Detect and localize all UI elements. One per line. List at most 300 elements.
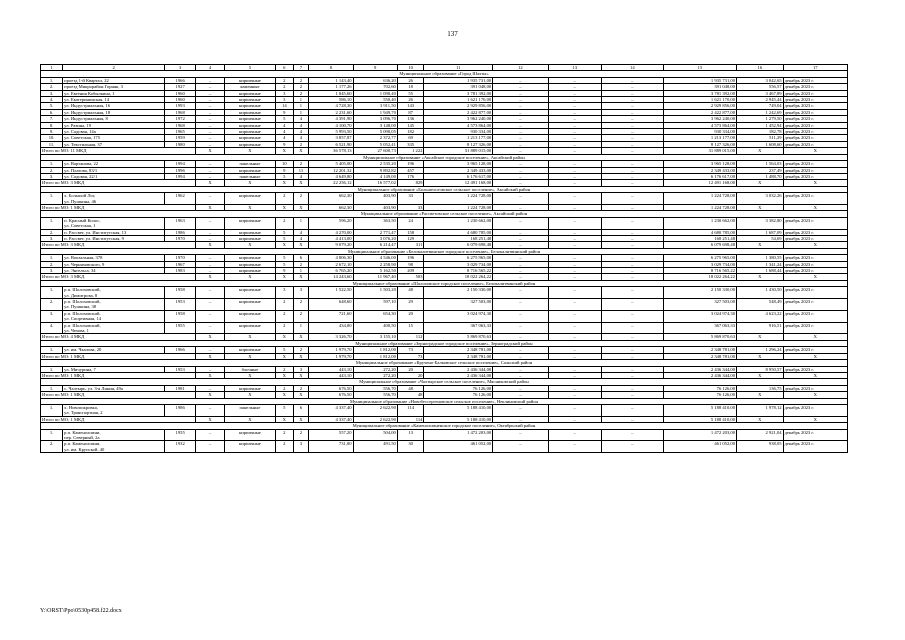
table-cell: 1968 (165, 109, 196, 115)
table-cell: 1 488,70 (737, 173, 784, 179)
table-cell: – (548, 193, 601, 205)
table-cell: – (493, 173, 548, 179)
table-cell: 3 962 240,00 (424, 116, 493, 122)
table-cell: 1 (293, 322, 309, 334)
table-cell: 3 857,87 (309, 135, 353, 141)
table-cell: декабрь 2023 г. (783, 235, 847, 241)
table-cell: 5 993,50 (309, 129, 353, 135)
table-cell: – (548, 299, 601, 311)
table-cell: 87 (397, 109, 424, 115)
total-cell: X (293, 274, 309, 280)
table-row (41, 441, 848, 453)
table-cell: 2 (293, 429, 309, 441)
table-cell: 24 (397, 217, 424, 229)
total-cell: 31 889 015,00 (424, 148, 493, 154)
table-cell: 930 334,00 (663, 129, 736, 135)
table-cell: – (548, 366, 601, 372)
table-cell: ул. Вокзальная, 378 (63, 255, 165, 261)
table-cell: – (493, 97, 548, 103)
table-cell: 2 349 433,00 (424, 167, 493, 173)
total-cell: X (224, 242, 275, 248)
total-cell: X (224, 274, 275, 280)
table-row (41, 217, 848, 229)
table-cell: 20 (397, 366, 424, 372)
table-cell: 4 100,70 (309, 122, 353, 128)
table-cell: 3 (293, 366, 309, 372)
table-cell: 1. (41, 366, 63, 372)
table-cell: 129 (397, 235, 424, 241)
table-cell: 721,60 (309, 310, 353, 322)
table-cell: – (601, 161, 663, 167)
table-cell: декабрь 2023 г. (783, 322, 847, 334)
table-cell: 2. (41, 441, 63, 453)
total-cell: 27 600,73 (353, 148, 397, 154)
table-cell: 3 781 392,00 (424, 90, 493, 96)
total-cell: X (275, 242, 293, 248)
table-cell: 2. (41, 84, 63, 90)
table-cell: р.п. Каменоломни, пер. Северный, 2а (63, 429, 165, 441)
total-cell: 503 (397, 274, 424, 280)
total-cell: Итого по МО: 3 МКД (41, 180, 196, 186)
table-cell: 1. (41, 404, 63, 416)
table-cell: – (493, 217, 548, 229)
total-cell: 76 126,00 (663, 392, 736, 398)
table-cell: 237,49 (737, 167, 784, 173)
table-cell: 2 (275, 385, 293, 391)
total-cell: 6 079 698,48 (424, 242, 493, 248)
table-cell: 2 622,90 (353, 404, 397, 416)
table-cell: декабрь 2023 г. (783, 122, 847, 128)
total-cell: Итого по МО: 3 МКД (41, 274, 196, 280)
table-cell: кирпичные (224, 255, 275, 261)
table-cell: 1. (41, 429, 63, 441)
total-cell: 1 222 (397, 148, 424, 154)
table-cell: р.п. Шолоховский, ул. Чехова, 1 (63, 322, 165, 334)
table-cell: 209 (397, 268, 424, 274)
table-cell: – (601, 193, 663, 205)
total-cell: 12 491 168,00 (424, 180, 493, 186)
total-cell: X (196, 180, 225, 186)
table-cell: 586,10 (309, 97, 353, 103)
table-cell: 1 472 203,00 (663, 429, 736, 441)
table-cell: 556,70 (353, 385, 397, 391)
table-cell: 2. (41, 261, 63, 267)
table-cell: 8 127 326,00 (424, 141, 493, 147)
column-number: 17 (783, 65, 847, 71)
table-cell: – (548, 310, 601, 322)
table-cell: – (601, 261, 663, 267)
total-cell: 112 (397, 334, 424, 340)
table-cell: 2 945,44 (737, 97, 784, 103)
table-cell: 1966 (165, 347, 196, 353)
table-cell: 4. (41, 322, 63, 334)
table-cell: 4 (293, 135, 309, 141)
table-cell: п. Рассвет, ул. Институтская, 13 (63, 229, 165, 235)
table-cell: 3 148,00 (353, 122, 397, 128)
table-cell: – (196, 116, 225, 122)
total-cell: X (737, 416, 784, 422)
table-cell: 3. (41, 173, 63, 179)
table-cell: 4 573 864,00 (424, 122, 493, 128)
table-cell: – (493, 141, 548, 147)
table-cell: 48 (397, 385, 424, 391)
total-cell: X (275, 392, 293, 398)
table-cell: 54,69 (737, 235, 784, 241)
table-cell: 2 921,04 (737, 429, 784, 441)
table-cell: 1 978,12 (737, 404, 784, 416)
total-cell: 48 (397, 392, 424, 398)
table-cell: 3 096,70 (353, 116, 397, 122)
table-cell: 3 965 128,00 (663, 161, 736, 167)
table-cell: декабрь 2023 г. (783, 255, 847, 261)
table-cell: 4 (293, 116, 309, 122)
table-cell: – (196, 167, 225, 173)
total-cell: X (737, 148, 784, 154)
table-cell: 916,51 (737, 322, 784, 334)
table-cell: 1 213 177,00 (424, 135, 493, 141)
table-cell: 550,40 (353, 97, 397, 103)
table-cell: 4. (41, 97, 63, 103)
section-title: Муниципальное образование «Аксайское городское поселение», Аксайский район (41, 154, 848, 160)
table-cell: 1953 (165, 366, 196, 372)
table-cell: – (493, 77, 548, 83)
table-cell: – (196, 141, 225, 147)
table-cell: – (196, 235, 225, 241)
table-cell: ул. Черняховского, 9 (63, 261, 165, 267)
table-cell: 136 (397, 116, 424, 122)
table-cell: – (548, 103, 601, 109)
table-cell: 1958 (165, 287, 196, 299)
table-cell: 5 (275, 173, 293, 179)
section-title: Муниципальное образование «Кручено-Балковское сельское поселение», Сальский район (41, 360, 848, 366)
table-cell: – (493, 167, 548, 173)
table-cell: – (493, 193, 548, 205)
table-cell: 4 391,90 (309, 116, 353, 122)
table-cell: 9 (275, 141, 293, 147)
table-cell: 6 (293, 255, 309, 261)
total-cell: Итого по МО: 1 МКД (41, 392, 196, 398)
table-cell: 5 (275, 261, 293, 267)
table-cell: 196 (397, 255, 424, 261)
total-cell: X (293, 372, 309, 378)
total-cell: 2 436 344,00 (663, 372, 736, 378)
table-cell: декабрь 2023 г. (783, 135, 847, 141)
total-cell: Итого по МО: 1 МКД (41, 353, 196, 359)
table-cell: ул. Евгения Кобылкина, 1 (63, 90, 165, 96)
table-cell: – (601, 103, 663, 109)
table-cell: 1986 (165, 229, 196, 235)
table-cell: кирпичные (224, 299, 275, 311)
table-cell: – (493, 122, 548, 128)
table-cell: 3 076,20 (353, 235, 397, 241)
table-cell: 168 251,48 (424, 235, 493, 241)
table-cell: 4 270,00 (309, 229, 353, 235)
table-cell: 272,20 (353, 366, 397, 372)
table-cell: проезд 1-й Квартал, 22 (63, 77, 165, 83)
table-cell: 654,30 (353, 310, 397, 322)
table-cell: – (601, 129, 663, 135)
table-cell: – (196, 268, 225, 274)
table-cell: 9 892,82 (353, 167, 397, 173)
total-cell: X (783, 204, 847, 210)
total-cell: 3 155,10 (353, 334, 397, 340)
table-cell: 1 230 662,00 (424, 217, 493, 229)
table-cell: декабрь 2023 г. (783, 129, 847, 135)
table-cell: 3 965 128,00 (424, 161, 493, 167)
table-cell: 648,60 (309, 299, 353, 311)
table-cell: кирпичные (224, 193, 275, 205)
table-cell: р.п. Шолоховский, ул. Спортивная, 14 (63, 310, 165, 322)
table-cell: декабрь 2023 г. (783, 97, 847, 103)
table-cell: 33 (397, 193, 424, 205)
table-cell: 434,00 (309, 322, 353, 334)
table-cell: декабрь 2023 г. (783, 173, 847, 179)
total-cell: X (196, 204, 225, 210)
table-cell: 4 (293, 173, 309, 179)
total-cell: X (293, 392, 309, 398)
total-cell: 4 337,40 (309, 416, 353, 422)
table-cell: – (493, 103, 548, 109)
table-cell: 731,00 (309, 441, 353, 453)
table-cell: 5 188 410,00 (663, 404, 736, 416)
table-cell: декабрь 2023 г. (783, 404, 847, 416)
table-cell: – (601, 299, 663, 311)
table-cell: – (601, 217, 663, 229)
table-cell: 1968 (165, 122, 196, 128)
table-cell: 3. (41, 90, 63, 96)
table-cell: блочные (224, 366, 275, 372)
table-cell: декабрь 2023 г. (783, 103, 847, 109)
table-cell: – (493, 441, 548, 453)
total-cell: 556,70 (353, 392, 397, 398)
table-cell: 1 143,40 (309, 77, 353, 83)
table-cell: 4 546,00 (353, 255, 397, 261)
table-cell: – (493, 255, 548, 261)
table-cell: 10 (275, 161, 293, 167)
table-cell: – (548, 90, 601, 96)
table-cell: 4 (293, 129, 309, 135)
table-cell: каменные (224, 84, 275, 90)
table-cell: 1. (41, 77, 63, 83)
table-cell: декабрь 2023 г. (783, 217, 847, 229)
table-cell: кирпичные (224, 135, 275, 141)
table-cell: 1 608,60 (737, 141, 784, 147)
table-cell: ул. Текстильная, 37 (63, 141, 165, 147)
section-title: Муниципальное образование «Каменоломненское городское поселение», Октябрьский район (41, 423, 848, 429)
table-cell: проезд Микрорайон Горняк, 3 (63, 84, 165, 90)
table-cell: 4 649,80 (309, 173, 353, 179)
table-cell: кирпичные (224, 441, 275, 453)
table-cell: 2 150 330,00 (424, 287, 493, 299)
table-cell: 30 (397, 441, 424, 453)
table-cell: 5 (275, 235, 293, 241)
table-cell: 2 (293, 77, 309, 83)
table-cell: ул. Советская, 175 (63, 135, 165, 141)
total-cell: – (493, 242, 548, 248)
total-cell: X (783, 274, 847, 280)
table-cell: декабрь 2023 г. (783, 84, 847, 90)
table-cell: 1970 (165, 235, 196, 241)
table-cell: 4 680 785,00 (663, 229, 736, 235)
table-cell: декабрь 2023 г. (783, 441, 847, 453)
total-cell: 16 577,02 (353, 180, 397, 186)
total-cell: – (601, 416, 663, 422)
table-cell: 2 (275, 193, 293, 205)
table-cell: кирпичные (224, 310, 275, 322)
table-cell: 1996 (165, 167, 196, 173)
table-cell: 1 688,44 (737, 268, 784, 274)
total-cell: – (493, 372, 548, 378)
table-cell: с. Чалтырь, ул. 3-я Линия, 49а (63, 385, 165, 391)
total-cell: – (601, 148, 663, 154)
table-cell: 2 672,10 (309, 261, 353, 267)
table-cell: кирпичные (224, 77, 275, 83)
total-cell: X (737, 334, 784, 340)
table-cell: 1 230 662,00 (663, 217, 736, 229)
table-cell: 1 296,24 (737, 347, 784, 353)
table-cell: – (493, 235, 548, 241)
total-cell: 3 326,70 (309, 334, 353, 340)
total-cell: 403,90 (353, 204, 397, 210)
table-cell: – (196, 193, 225, 205)
table-cell: 676,50 (309, 385, 353, 391)
total-cell: – (548, 416, 601, 422)
table-cell: – (196, 229, 225, 235)
table-cell: 363,50 (353, 217, 397, 229)
table-cell: декабрь 2023 г. (783, 299, 847, 311)
table-cell: – (196, 287, 225, 299)
section-title: Муниципальное образование «Белокалитвинское городское поселение», Белокалитвинский район (41, 248, 848, 254)
table-cell: 556,57 (737, 84, 784, 90)
column-number: 13 (548, 65, 601, 71)
table-cell: – (601, 77, 663, 83)
table-cell: 1966 (165, 77, 196, 83)
table-cell: – (196, 322, 225, 334)
table-cell: 1 341,24 (737, 261, 784, 267)
table-cell: ул. Садовая, 14а (63, 129, 165, 135)
column-number: 8 (309, 65, 353, 71)
total-cell: X (293, 180, 309, 186)
total-cell: – (493, 180, 548, 186)
column-number: 12 (493, 65, 548, 71)
table-cell: 596,20 (309, 217, 353, 229)
table-cell: – (196, 173, 225, 179)
total-cell: Итого по МО: 11 МКД (41, 148, 196, 154)
table-cell: 76 126,00 (424, 385, 493, 391)
column-number: 6 (275, 65, 293, 71)
table-cell: ул. Индустриальная, 18 (63, 109, 165, 115)
total-cell: X (783, 242, 847, 248)
table-cell: 391 048,00 (663, 84, 736, 90)
table-cell: 3 (293, 441, 309, 453)
table-cell: 2 (293, 193, 309, 205)
table-cell: 1 472 203,00 (424, 429, 493, 441)
table-cell: – (493, 135, 548, 141)
table-cell: ул. Мичурина, 7 (63, 366, 165, 372)
table-cell: кирпичные (224, 347, 275, 353)
total-cell: 22 256,12 (309, 180, 353, 186)
table-cell: декабрь 2023 г. (783, 268, 847, 274)
table-cell: панельные (224, 404, 275, 416)
table-cell: – (601, 287, 663, 299)
column-number: 7 (293, 65, 309, 71)
table-cell: кирпичные (224, 229, 275, 235)
total-cell: 5 869 870,63 (424, 334, 493, 340)
total-cell: – (601, 204, 663, 210)
table-cell: х. Новопокровка, ул. Транспортная, 2 (63, 404, 165, 416)
table-cell: декабрь 2023 г. (783, 347, 847, 353)
table-cell: 4 (293, 229, 309, 235)
table-cell: – (601, 116, 663, 122)
table-cell: – (548, 404, 601, 416)
table-cell: 6 275 965,00 (663, 255, 736, 261)
table-cell: 1 242,69 (737, 109, 784, 115)
table-cell: 1955 (165, 429, 196, 441)
total-cell: X (737, 392, 784, 398)
table-cell: 1927 (165, 84, 196, 90)
table-cell: – (196, 347, 225, 353)
column-number: 1 (41, 65, 63, 71)
table-cell: – (548, 347, 601, 353)
total-cell: X (275, 334, 293, 340)
table-cell: 5 (275, 255, 293, 261)
table-cell: – (196, 122, 225, 128)
total-cell: X (293, 416, 309, 422)
table-cell: 1. (41, 161, 63, 167)
total-cell: X (196, 274, 225, 280)
table-cell: 6 765,20 (309, 268, 353, 274)
total-cell: X (224, 372, 275, 378)
total-cell: 1 224 728,00 (424, 204, 493, 210)
table-cell: кирпичные (224, 141, 275, 147)
table-cell: ул. Разина, 19 (63, 122, 165, 128)
table-cell: кирпичные (224, 116, 275, 122)
table-cell: 3 024 974,30 (424, 310, 493, 322)
table-cell: – (548, 116, 601, 122)
table-cell: 6 176 617,00 (663, 173, 736, 179)
table-cell: – (196, 161, 225, 167)
table-cell: 5 (275, 347, 293, 353)
table-cell: 403,90 (353, 193, 397, 205)
table-cell: 1 503,20 (353, 287, 397, 299)
total-cell: 18 022 264,22 (663, 274, 736, 280)
table-cell: 1967 (165, 261, 196, 267)
table-cell: 3 (275, 90, 293, 96)
table-cell: – (493, 116, 548, 122)
table-cell: 2 (293, 310, 309, 322)
table-cell: 457 (397, 167, 424, 173)
table-cell: 2 (275, 77, 293, 83)
table-cell: 367 063,33 (424, 322, 493, 334)
table-cell: 182 (397, 129, 424, 135)
table-cell: – (601, 310, 663, 322)
table-cell: 1 935 731,00 (663, 77, 736, 83)
table-cell: кирпичные (224, 109, 275, 115)
total-cell: – (493, 392, 548, 398)
table-cell: 2 (275, 84, 293, 90)
table-cell: 5 (275, 116, 293, 122)
table-cell: 1994 (165, 161, 196, 167)
table-cell: 2 348 781,00 (663, 347, 736, 353)
table-cell: 7. (41, 116, 63, 122)
table-cell: 1993 (165, 103, 196, 109)
table-cell: 1 812,00 (353, 347, 397, 353)
table-cell: 11. (41, 141, 63, 147)
table-cell: – (493, 129, 548, 135)
table-cell: 1 380,55 (737, 255, 784, 261)
table-cell: 2. (41, 299, 63, 311)
total-cell: Итого по МО: 1 МКД (41, 416, 196, 422)
